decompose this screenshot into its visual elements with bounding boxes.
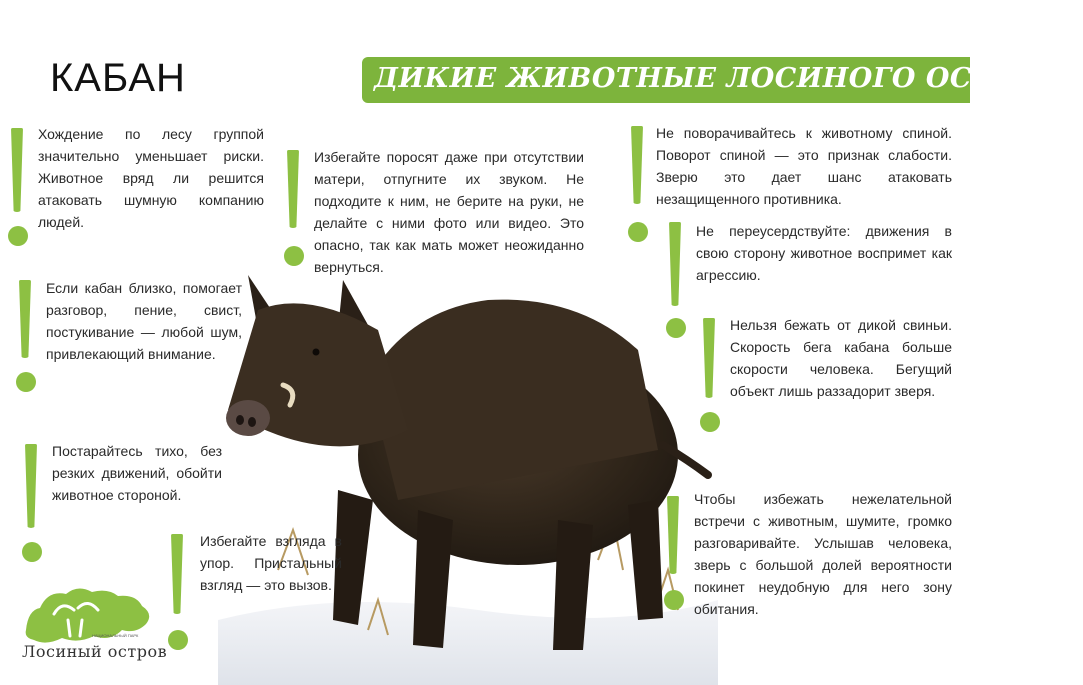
exclamation-icon: [22, 444, 44, 564]
tip-no-movement: Не переусердствуйте: движения в свою сторону животное воспримет как агрессию.: [696, 223, 952, 283]
tip-no-run: Нельзя бежать от дикой свиньи. Скорость бега кабана больше скорости человека. Бегущий объект лишь раззадорит зверя.: [730, 317, 952, 399]
exclamation-icon: [284, 150, 306, 270]
tip-piglets: Избегайте поросят даже при отсутствии матери, отпугните их звуком. Не подходите к ним, не берите на руки, не делайте с ними фото или видео. Это опасно, так как мать может неожиданно вернуться.: [314, 149, 584, 275]
exclamation-icon: [666, 222, 688, 342]
tip-no-stare: Избегайте взгляда в упор. Пристальный взгляд — это вызов.: [200, 533, 342, 593]
logo-subtitle: НАЦИОНАЛЬНЫЙ ПАРК: [92, 633, 139, 638]
exclamation-icon: [628, 126, 650, 246]
boar-photo: [218, 270, 718, 685]
tip-noise: Если кабан близко, помогает разговор, пение, свист, постукивание — любой шум, привлекающий внимание.: [46, 280, 242, 362]
header-banner: [362, 57, 1083, 103]
exclamation-icon: [700, 318, 722, 438]
exclamation-icon: [16, 280, 38, 400]
tip-go-around: Постарайтесь тихо, без резких движений, обойти животное стороной.: [52, 443, 222, 503]
exclamation-icon: [8, 128, 30, 248]
banner-title: ДИКИЕ ЖИВОТНЫЕ ЛОСИНОГО ОСТРОВА: [374, 63, 1083, 94]
exclamation-icon: [168, 534, 190, 654]
tip-make-noise: Чтобы избежать нежелательной встречи с животным, шумите, громко разговаривайте. Услышав человека, зверь с большой долей вероятности покинет неудобную для него зону обитания.: [694, 491, 952, 617]
logo-name: Лосиный остров: [22, 642, 168, 661]
page-title: КАБАН: [50, 56, 186, 100]
tip-no-back: Не поворачивайтесь к животному спиной. Поворот спиной — это признак слабости. Зверю это дает шанс атаковать незащищенного противника.: [656, 125, 952, 207]
tip-group-walk: Хождение по лесу группой значительно уменьшает риски. Животное вряд ли решится атаковать шумную компанию людей.: [38, 126, 264, 230]
exclamation-icon: [664, 496, 686, 616]
